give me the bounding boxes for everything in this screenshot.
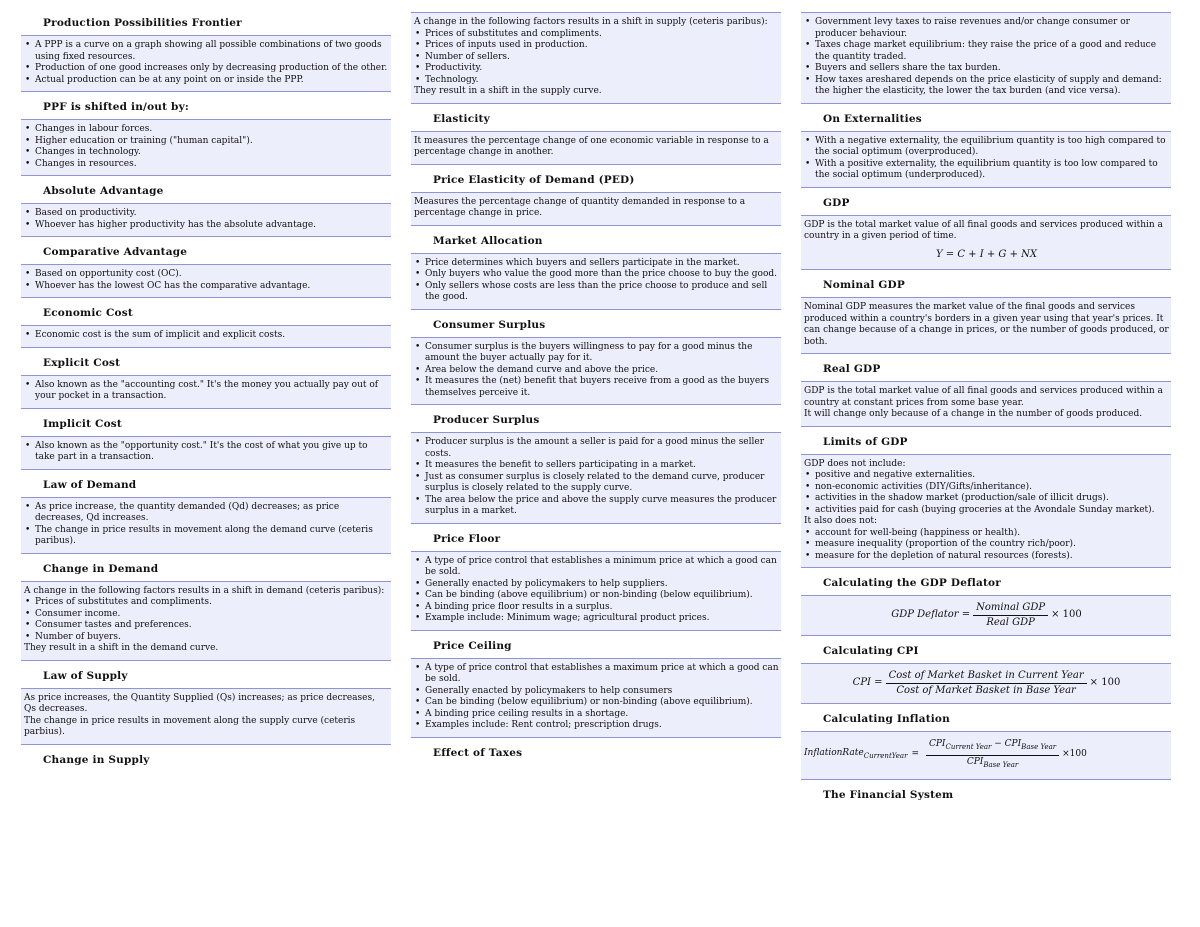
section-title: PPF is shifted in/out by: <box>43 101 189 113</box>
section-box <box>21 497 391 554</box>
section-box <box>21 688 391 745</box>
section-cpi <box>801 640 1171 704</box>
list-item: • Higher education or training ("human capital"). <box>24 136 389 148</box>
list-item: • activities paid for cash (buying groceries at the Avondale Sunday market). <box>804 505 1169 517</box>
section-box <box>801 454 1171 569</box>
section-implicit-cost <box>21 413 391 470</box>
fraction <box>973 602 1048 628</box>
list-item: • Only sellers whose costs are less than the price choose to produce and sell the good. <box>414 281 779 304</box>
formula-lhs <box>804 748 907 762</box>
cpi-formula <box>804 668 1169 698</box>
section-absolute-advantage <box>21 180 391 237</box>
formula-lhs: CPI = <box>852 677 883 689</box>
section-externalities <box>801 108 1171 188</box>
section-box <box>21 436 391 470</box>
section-gdp <box>801 192 1171 271</box>
equals-sign: = <box>911 749 919 760</box>
section-effect-of-taxes-cont <box>801 12 1171 104</box>
section-nominal-gdp <box>801 274 1171 354</box>
section-title: The Financial System <box>823 789 954 801</box>
section-box <box>801 663 1171 704</box>
section-market-allocation <box>411 230 781 310</box>
list-item: • Can be binding (above equilibrium) or non-binding (below equilibrium). <box>414 590 779 602</box>
section-ped <box>411 169 781 226</box>
numerator: Cost of Market Basket in Current Year <box>886 670 1087 684</box>
list-item: • Changes in technology. <box>24 147 389 159</box>
section-title: Producer Surplus <box>433 414 540 426</box>
paragraph: The change in price results in movement along the supply curve (ceteris parbius). <box>24 715 356 737</box>
paragraph: GDP is the total market value of all final goods and services produced within a country in a given period of time. <box>804 219 1163 241</box>
section-title: Consumer Surplus <box>433 318 546 331</box>
bullet-list <box>804 470 1169 516</box>
multiplier: ×100 <box>1062 749 1087 760</box>
list-item: • activities in the shadow market (production/sale of illicit drugs). <box>804 493 1169 505</box>
section-box <box>801 595 1171 636</box>
list-item: • measure for the depletion of natural resources (forests). <box>804 551 1169 563</box>
section-title: Real GDP <box>823 363 881 375</box>
paragraph: It measures the percentage change of one economic variable in response to a percentage change in another. <box>414 135 769 157</box>
list-item: • Also known as the "accounting cost." It's the money you actually pay out of your pocket in a transaction. <box>24 380 389 403</box>
list-item: • A binding price ceiling results in a shortage. <box>414 709 779 721</box>
bullet-list <box>414 437 779 518</box>
fraction <box>926 739 1059 771</box>
bullet-list <box>24 40 389 86</box>
section-box <box>801 215 1171 271</box>
paragraph: Nominal GDP measures the market value of the final goods and services produced within a country's borders in a given year using that year's prices. It can change because of a change in prices, or the number of goods produced, or both. <box>804 302 1169 347</box>
paragraph: A change in the following factors results in a shift in supply (ceteris paribus): <box>414 17 768 27</box>
list-item: • How taxes areshared depends on the price elasticity of supply and demand: the higher the elasticity, the lower the tax burden (and vice versa). <box>804 75 1169 98</box>
list-item: • Only buyers who value the good more than the price choose to buy the good. <box>414 269 779 281</box>
list-item: • A PPP is a curve on a graph showing all possible combinations of two goods using fixed resources. <box>24 40 389 63</box>
list-item: • Generally enacted by policymakers to help consumers <box>414 686 779 698</box>
list-item: • Buyers and sellers share the tax burden. <box>804 63 1169 75</box>
list-item: • Generally enacted by policymakers to help suppliers. <box>414 579 779 591</box>
list-item: • It measures the (net) benefit that buyers receive from a good as the buyers themselves perceive it. <box>414 376 779 399</box>
section-title: Implicit Cost <box>43 417 122 430</box>
paragraph: Measures the percentage change of quantity demanded in response to a percentage change in price. <box>414 196 746 218</box>
section-title: Law of Demand <box>43 478 137 491</box>
list-item: • Can be binding (below equilibrium) or non-binding (above equilibrium). <box>414 697 779 709</box>
list-item: • Number of buyers. <box>24 632 389 644</box>
section-box <box>411 253 781 310</box>
section-price-ceiling <box>411 635 781 738</box>
formula-lhs-main: InflationRate <box>804 747 864 758</box>
list-item: • A binding price floor results in a surplus. <box>414 602 779 614</box>
list-item: • measure inequality (proportion of the country rich/poor). <box>804 539 1169 551</box>
cpi-term: CPI <box>966 756 984 767</box>
section-producer-surplus <box>411 409 781 524</box>
section-explicit-cost <box>21 352 391 409</box>
section-title: Change in Demand <box>43 562 159 575</box>
cpi-term: CPI <box>928 739 946 750</box>
section-comparative-advantage <box>21 241 391 298</box>
list-item: • Number of sellers. <box>414 52 779 64</box>
numerator: Nominal GDP <box>973 602 1048 616</box>
section-limits-of-gdp <box>801 431 1171 569</box>
list-item: • Example include: Minimum wage; agricultural product prices. <box>414 613 779 625</box>
paragraph: It will change only because of a change in the number of goods produced. <box>804 409 1143 419</box>
bullet-list <box>804 17 1169 98</box>
gdp-deflator-formula <box>804 600 1169 630</box>
minus-cpi-term: − CPI <box>991 739 1022 750</box>
list-item: • Examples include: Rent control; prescription drugs. <box>414 720 779 732</box>
list-item: • Based on productivity. <box>24 208 389 220</box>
section-box <box>411 192 781 226</box>
bullet-list <box>24 441 389 464</box>
list-item: • It measures the benefit to sellers participating in a market. <box>414 460 779 472</box>
bullet-list <box>24 269 389 292</box>
list-item: • Economic cost is the sum of implicit and explicit costs. <box>24 330 389 342</box>
list-item: • Productivity. <box>414 63 779 75</box>
list-item: • account for well-being (happiness or health). <box>804 528 1169 540</box>
list-item: • Changes in labour forces. <box>24 124 389 136</box>
section-title: Calculating the GDP Deflator <box>823 577 1001 589</box>
current-year-sub: Current Year <box>945 743 992 751</box>
section-box <box>411 432 781 524</box>
section-real-gdp <box>801 358 1171 427</box>
list-item: • A type of price control that establishes a maximum price at which a good can be sold. <box>414 663 779 686</box>
paragraph: They result in a shift in the supply curve. <box>414 86 602 96</box>
bullet-list <box>804 136 1169 182</box>
bullet-list <box>414 663 779 732</box>
list-item: • Based on opportunity cost (OC). <box>24 269 389 281</box>
section-box <box>411 131 781 165</box>
section-title: Comparative Advantage <box>43 246 188 258</box>
list-item: • As price increase, the quantity demanded (Qd) decreases; as price decreases, Qd increases. <box>24 502 389 525</box>
column-3 <box>801 0 1171 807</box>
section-box <box>21 203 391 237</box>
section-box <box>801 381 1171 427</box>
section-box <box>801 12 1171 104</box>
section-title: Production Possibilities Frontier <box>43 17 242 29</box>
list-item: • Whoever has the lowest OC has the comparative advantage. <box>24 281 389 293</box>
formula-lhs: GDP Deflator = <box>891 609 971 621</box>
section-price-floor <box>411 528 781 631</box>
section-title: Price Elasticity of Demand (PED) <box>433 173 635 186</box>
section-title: Nominal GDP <box>823 279 905 291</box>
section-ppf <box>21 12 391 92</box>
paragraph: GDP is the total market value of all final goods and services produced within a country at constant prices from some base year. <box>804 386 1163 408</box>
paragraph: A change in the following factors results in a shift in demand (ceteris paribus): <box>24 585 385 596</box>
section-box <box>801 731 1171 780</box>
section-title: Law of Supply <box>43 669 128 682</box>
bullet-list <box>24 124 389 170</box>
list-item: • Government levy taxes to raise revenues and/or change consumer or producer behaviour. <box>804 17 1169 40</box>
section-title: Limits of GDP <box>823 435 908 448</box>
list-item: • A type of price control that establishes a minimum price at which a good can be sold. <box>414 556 779 579</box>
section-box <box>21 264 391 298</box>
section-box <box>21 119 391 176</box>
section-change-in-supply <box>21 749 391 772</box>
list-item: • With a negative externality, the equilibrium quantity is too high compared to the social optimum (overproduced). <box>804 136 1169 159</box>
section-law-of-supply <box>21 665 391 745</box>
section-box <box>411 551 781 631</box>
fraction <box>886 670 1087 696</box>
section-title: Explicit Cost <box>43 356 121 369</box>
bullet-list <box>24 597 389 643</box>
section-change-in-demand <box>21 558 391 661</box>
formula-lhs-sub: CurrentYear <box>863 751 908 760</box>
list-item: • Consumer tastes and preferences. <box>24 620 389 632</box>
list-item: • Taxes chage market equilibrium: they raise the price of a good and reduce the quantity traded. <box>804 40 1169 63</box>
list-item: • Changes in resources. <box>24 159 389 171</box>
section-law-of-demand <box>21 474 391 554</box>
section-title: GDP <box>823 196 850 209</box>
list-item: • With a positive externality, the equilibrium quantity is too low compared to the social optimum (underproduced). <box>804 159 1169 182</box>
section-title: Calculating Inflation <box>823 713 950 725</box>
list-item: • Consumer surplus is the buyers willingness to pay for a good minus the amount the buyer actually pay for it. <box>414 342 779 365</box>
list-item: • The change in price results in movement along the demand curve (ceteris paribus). <box>24 525 389 548</box>
paragraph: They result in a shift in the demand curve. <box>24 643 219 653</box>
list-item: • Technology. <box>414 75 779 87</box>
list-item: • Prices of substitutes and compliments. <box>24 597 389 609</box>
section-box <box>21 375 391 409</box>
list-item: • The area below the price and above the supply curve measures the producer surplus in a market. <box>414 495 779 518</box>
section-change-in-supply-cont <box>411 12 781 104</box>
section-title: Calculating CPI <box>823 645 919 657</box>
bullet-list <box>414 556 779 625</box>
list-item: • Prices of substitutes and compliments. <box>414 29 779 41</box>
bullet-list <box>24 330 389 342</box>
section-box <box>801 297 1171 354</box>
bullet-list <box>24 502 389 548</box>
section-ppf-shift <box>21 96 391 176</box>
section-title: Effect of Taxes <box>433 746 523 759</box>
bullet-list <box>414 29 779 87</box>
section-title: Economic Cost <box>43 307 133 319</box>
section-box <box>21 35 391 92</box>
list-item: • Also known as the "opportunity cost." It's the cost of what you give up to take part in a transaction. <box>24 441 389 464</box>
section-box <box>411 337 781 406</box>
section-economic-cost <box>21 302 391 348</box>
multiplier: × 100 <box>1089 677 1121 689</box>
list-item: • Price determines which buyers and sellers participate in the market. <box>414 258 779 270</box>
section-effect-of-taxes <box>411 742 781 765</box>
section-box <box>21 581 391 661</box>
list-item: • Prices of inputs used in production. <box>414 40 779 52</box>
gdp-formula: Y = C + I + G + NX <box>935 248 1037 260</box>
denominator: Real GDP <box>986 616 1035 628</box>
section-title: Change in Supply <box>43 753 150 766</box>
list-item: • Just as consumer surplus is closely related to the demand curve, producer surplus is closely related to the supply curve. <box>414 472 779 495</box>
section-title: Price Floor <box>433 532 501 545</box>
numerator <box>926 739 1059 755</box>
section-box <box>801 131 1171 188</box>
paragraph: GDP does not include: <box>804 458 906 469</box>
column-1 <box>21 0 391 772</box>
section-title: Market Allocation <box>433 234 543 247</box>
section-title: Elasticity <box>433 112 490 125</box>
section-box <box>411 658 781 738</box>
section-financial-system <box>801 784 1171 807</box>
section-box <box>21 325 391 348</box>
section-title: Price Ceiling <box>433 639 512 652</box>
section-gdp-deflator <box>801 572 1171 636</box>
denominator <box>926 756 1059 771</box>
bullet-list <box>414 342 779 400</box>
column-2 <box>411 0 781 765</box>
list-item: • Whoever has higher productivity has the absolute advantage. <box>24 220 389 232</box>
section-elasticity <box>411 108 781 165</box>
bullet-list <box>804 528 1169 563</box>
multiplier: × 100 <box>1051 609 1082 621</box>
base-year-sub: Base Year <box>983 760 1019 769</box>
list-item: • Consumer income. <box>24 609 389 621</box>
inflation-formula <box>804 736 1169 774</box>
section-title: Absolute Advantage <box>43 185 164 197</box>
list-item: • Area below the demand curve and above the price. <box>414 365 779 377</box>
list-item: • non-economic activities (DIY/Gifts/inheritance). <box>804 482 1169 494</box>
list-item: • Producer surplus is the amount a seller is paid for a good minus the seller costs. <box>414 437 779 460</box>
section-box <box>411 12 781 104</box>
bullet-list <box>24 380 389 403</box>
list-item: • Production of one good increases only by decreasing production of the other. <box>24 63 389 75</box>
bullet-list <box>24 208 389 231</box>
section-title: On Externalities <box>823 112 922 125</box>
paragraph: It also does not: <box>804 516 878 526</box>
section-inflation <box>801 708 1171 780</box>
list-item: • Actual production can be at any point on or inside the PPP. <box>24 75 389 87</box>
base-year-sub: Base Year <box>1021 743 1057 751</box>
list-item: • positive and negative externalities. <box>804 470 1169 482</box>
section-consumer-surplus <box>411 314 781 406</box>
denominator: Cost of Market Basket in Base Year <box>896 684 1076 696</box>
paragraph: As price increases, the Quantity Supplied (Qs) increases; as price decreases, Qs decreases. <box>24 692 375 714</box>
bullet-list <box>414 258 779 304</box>
